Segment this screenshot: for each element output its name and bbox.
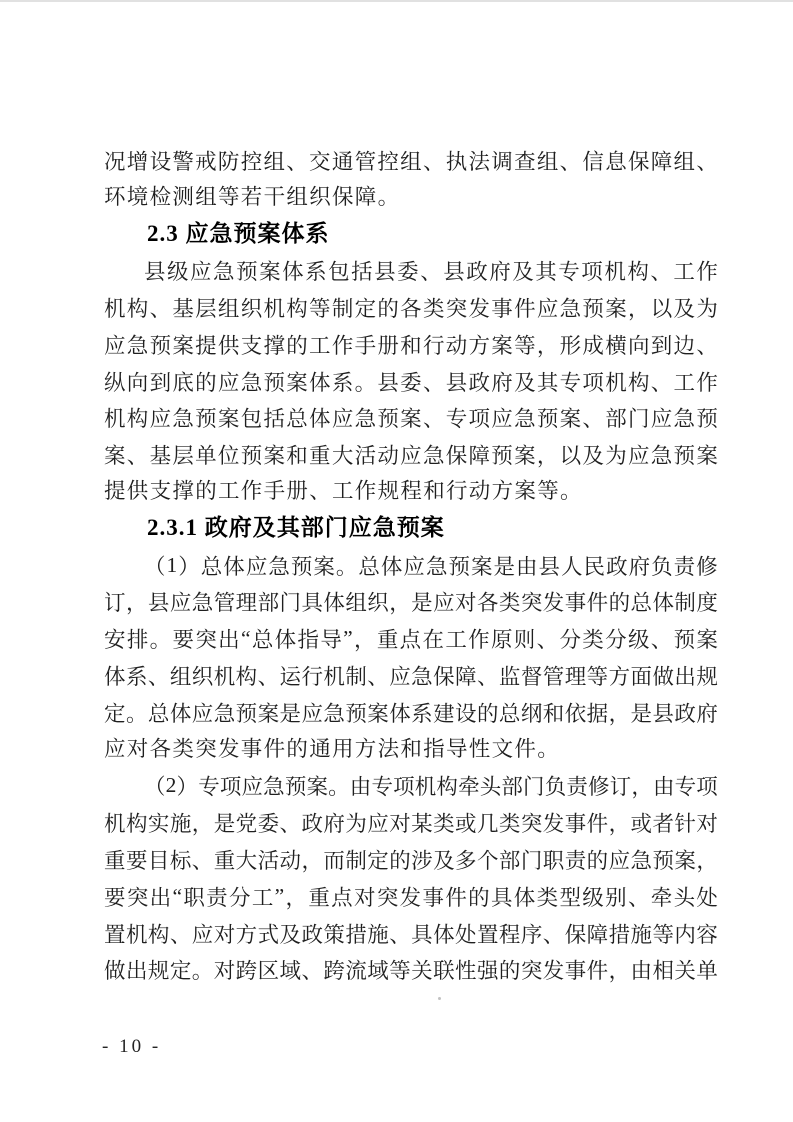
body-text-line: 重 要 目 标 、 重 大 活 动 ， 而 制 定 的 涉 及 多 个 部 门 职 责 的 应 急 预 案 ，	[104, 849, 718, 874]
body-text-line: 应对各类突发事件的通用方法和指导性文件。	[104, 736, 561, 761]
page-content	[104, 142, 718, 988]
body-text-line: 体 系 、 组 织 机 构 、 运 行 机 制 、 应 急 保 障 、 监 督 管 理 等 方 面 做 出 规	[104, 665, 718, 690]
body-text-line: （ 1 ） 总 体 应 急 预 案 。 总 体 应 急 预 案 是 由 县 人 民 政 府 负 责 修	[144, 552, 718, 579]
body-text-line: 安 排 。 要 突 出 “ 总 体 指 导 ” ， 重 点 在 工 作 原 则 、 分 类 分 级 、 预 案	[104, 626, 718, 653]
body-text-line: 县 级 应 急 预 案 体 系 包 括 县 委 、 县 政 府 及 其 专 项 机 构 、 工 作	[144, 260, 718, 285]
body-text-line: 机 构 实 施 ， 是 党 委 、 政 府 为 应 对 某 类 或 几 类 突 发 事 件 ， 或 者 针 对	[104, 812, 718, 837]
body-text-line: 定 。 总 体 应 急 预 案 是 应 急 预 案 体 系 建 设 的 总 纲 和 依 据 ， 是 县 政 府	[104, 701, 718, 726]
body-text-line: 况 增 设 警 戒 防 控 组 、 交 通 管 控 组 、 执 法 调 查 组 、 信 息 保 障 组 、	[104, 149, 718, 174]
body-text-line: 提供支撑的工作手册、工作规程和行动方案等。	[104, 479, 583, 504]
body-text-line: 订 ， 县 应 急 管 理 部 门 具 体 组 织 ， 是 应 对 各 类 突 发 事 件 的 总 体 制 度	[104, 591, 718, 616]
scan-speck	[438, 997, 441, 1000]
body-text-line: 纵 向 到 底 的 应 急 预 案 体 系 。 县 委 、 县 政 府 及 其 专 项 机 构 、 工 作	[104, 370, 718, 395]
body-text-line: 机 构 应 急 预 案 包 括 总 体 应 急 预 案 、 专 项 应 急 预 案 、 部 门 应 急 预	[104, 407, 718, 432]
body-text-line: 机 构 、 基 层 组 织 机 构 等 制 定 的 各 类 突 发 事 件 应 急 预 案 ， 以 及 为	[104, 297, 718, 322]
section-heading-2-3: 2.3 应急预案体系	[147, 220, 330, 246]
page-number: - 10 -	[102, 1036, 162, 1057]
body-text-line: 案 、 基 层 单 位 预 案 和 重 大 活 动 应 急 保 障 预 案 ， 以 及 为 应 急 预 案	[104, 444, 718, 469]
body-text-line: 环境检测组等若干组织保障。	[104, 184, 401, 209]
body-text-line: 应 急 预 案 提 供 支 撑 的 工 作 手 册 和 行 动 方 案 等 ， 形 成 横 向 到 边 、	[104, 333, 718, 358]
body-text-line: 要 突 出 “ 职 责 分 工 ” ， 重 点 对 突 发 事 件 的 具 体 类 型 级 别 、 牵 头 处	[104, 883, 718, 910]
body-text-line: （ 2 ） 专 项 应 急 预 案 。 由 专 项 机 构 牵 头 部 门 负 责 修 订 ， 由 专 项	[144, 773, 718, 800]
body-text-line: 置 机 构 、 应 对 方 式 及 政 策 措 施 、 具 体 处 置 程 序 、 保 障 措 施 等 内 容	[104, 922, 718, 947]
scan-edge-artifact	[0, 0, 793, 2]
body-text-line: 做 出 规 定 。 对 跨 区 域 、 跨 流 域 等 关 联 性 强 的 突 发 事 件 ， 由 相 关 单	[104, 959, 718, 984]
section-heading-2-3-1: 2.3.1 政府及其部门应急预案	[147, 514, 445, 540]
